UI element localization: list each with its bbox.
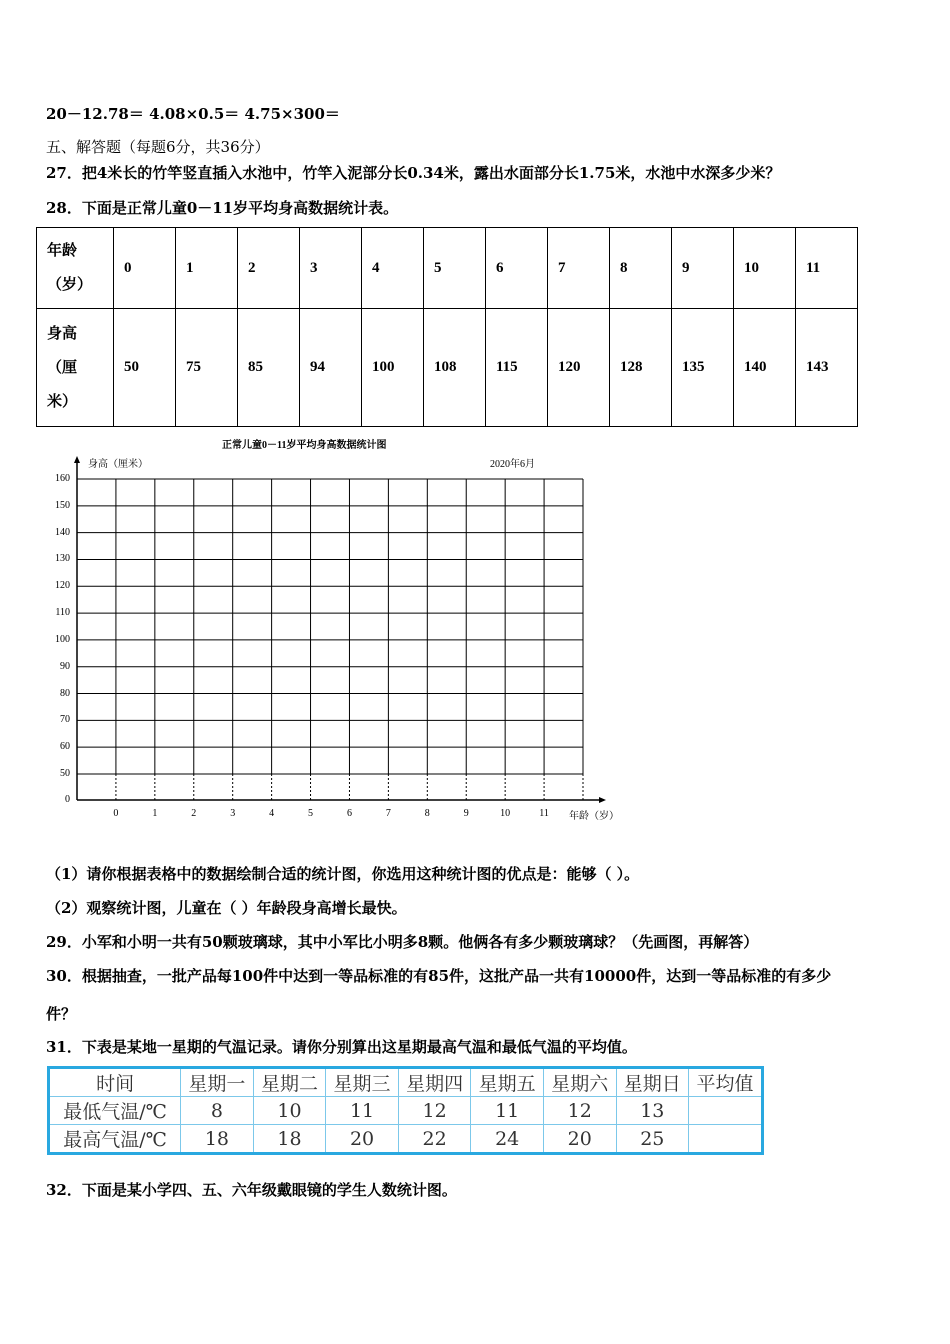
question-30-end: 件？ — [46, 1005, 77, 1023]
table-cell: 8 — [181, 1097, 254, 1125]
row-label: 时间 — [49, 1068, 181, 1097]
x-tick-label: 3 — [230, 808, 236, 819]
table-cell: 20 — [326, 1125, 399, 1154]
table-cell: 星期日 — [616, 1068, 689, 1097]
table-cell: 12 — [398, 1097, 471, 1125]
table-cell: 13 — [616, 1097, 689, 1125]
table-cell: 25 — [616, 1125, 689, 1154]
table-row — [49, 1097, 763, 1125]
age-label: 年龄 — [47, 243, 78, 259]
x-tick-label: 8 — [424, 808, 430, 819]
y-axis-arrow-icon — [74, 456, 80, 463]
age-cell: 6 — [486, 228, 548, 309]
section-heading: 五、解答题（每题6分，共36分） — [46, 138, 270, 156]
table-cell: 星期三 — [326, 1068, 399, 1097]
table-cell: 星期二 — [253, 1068, 326, 1097]
table-cell: 18 — [253, 1125, 326, 1154]
table-cell: 11 — [471, 1097, 544, 1125]
height-cell: 85 — [238, 309, 300, 427]
height-cell: 75 — [176, 309, 238, 427]
x-axis-arrow-icon — [599, 797, 606, 803]
height-cell: 94 — [300, 309, 362, 427]
question-28-2: （2）观察统计图，儿童在（ ）年龄段身高增长最快。 — [46, 899, 407, 917]
y-tick-label: 110 — [55, 607, 70, 619]
table-cell: 10 — [253, 1097, 326, 1125]
chart-ylabel: 身高（厘米） — [88, 459, 148, 470]
y-tick-label: 60 — [60, 741, 70, 753]
table-cell: 12 — [543, 1097, 616, 1125]
table-cell: 平均值 — [689, 1068, 763, 1097]
table-cell — [689, 1097, 763, 1125]
height-cell: 100 — [362, 309, 424, 427]
height-unit: （厘 — [47, 359, 78, 376]
row-label: 最低气温/℃ — [49, 1097, 181, 1125]
height-cell: 120 — [548, 309, 610, 427]
question-30: 30．根据抽查，一批产品每100件中达到一等品标准的有85件，这批产品一共有10000件，达到一等品标准的有多少 — [46, 967, 832, 985]
table-cell: 星期一 — [181, 1068, 254, 1097]
chart-title: 正常儿童0－11岁平均身高数据统计图 — [222, 440, 387, 451]
y-tick-label: 80 — [60, 687, 70, 699]
x-tick-label: 1 — [152, 808, 158, 819]
table-row — [49, 1125, 763, 1154]
y-tick-label: 70 — [60, 714, 70, 726]
table-cell: 11 — [326, 1097, 399, 1125]
table-cell: 星期五 — [471, 1068, 544, 1097]
y-tick-label: 100 — [55, 633, 70, 645]
age-cell: 1 — [176, 228, 238, 309]
age-cell: 4 — [362, 228, 424, 309]
age-cell: 3 — [300, 228, 362, 309]
height-cell: 143 — [796, 309, 858, 427]
age-unit: （岁） — [47, 277, 93, 293]
x-tick-label: 7 — [385, 808, 391, 819]
y-tick-label: 120 — [55, 580, 70, 592]
x-tick-label: 9 — [463, 808, 469, 819]
table-cell: 星期六 — [543, 1068, 616, 1097]
age-cell: 7 — [548, 228, 610, 309]
height-cell: 128 — [610, 309, 672, 427]
table-cell: 18 — [181, 1125, 254, 1154]
height-cell: 135 — [672, 309, 734, 427]
temperature-table — [47, 1066, 764, 1155]
height-cell: 50 — [114, 309, 176, 427]
x-tick-label: 4 — [269, 808, 275, 819]
age-cell: 9 — [672, 228, 734, 309]
table-cell: 24 — [471, 1125, 544, 1154]
question-31: 31．下表是某地一星期的气温记录。请你分别算出这星期最高气温和最低气温的平均值。 — [46, 1038, 637, 1056]
height-label: 身高 — [47, 325, 78, 342]
y-tick-label: 130 — [55, 553, 70, 565]
chart-xlabel: 年龄（岁） — [569, 811, 619, 822]
age-cell: 5 — [424, 228, 486, 309]
age-cell: 2 — [238, 228, 300, 309]
x-tick-label: 6 — [346, 808, 352, 819]
height-cell: 115 — [486, 309, 548, 427]
y-tick-label: 150 — [55, 499, 70, 511]
age-cell: 10 — [734, 228, 796, 309]
height-unit-end: 米） — [47, 393, 78, 410]
table-cell: 20 — [543, 1125, 616, 1154]
question-29: 29．小军和小明一共有50颗玻璃球，其中小军比小明多8颗。他俩各有多少颗玻璃球？（先画图，再解答） — [46, 933, 759, 951]
y-tick-label: 0 — [65, 794, 70, 805]
age-cell: 0 — [114, 228, 176, 309]
table-cell: 星期四 — [398, 1068, 471, 1097]
chart-date: 2020年6月 — [490, 459, 535, 470]
x-tick-label: 11 — [539, 808, 549, 819]
y-tick-label: 90 — [60, 660, 70, 672]
height-cell: 140 — [734, 309, 796, 427]
y-tick-label: 160 — [55, 473, 70, 484]
table-row — [49, 1068, 763, 1097]
age-cell: 11 — [796, 228, 858, 309]
age-cell: 8 — [610, 228, 672, 309]
x-tick-label: 5 — [308, 808, 314, 819]
x-tick-label: 10 — [500, 808, 511, 819]
question-28-1: （1）请你根据表格中的数据绘制合适的统计图，你选用这种统计图的优点是：能够（ ）。 — [46, 865, 640, 883]
table-cell — [689, 1125, 763, 1154]
calc-line: 20－12.78＝ 4.08×0.5＝ 4.75×300＝ — [46, 105, 340, 123]
y-tick-label: 140 — [55, 526, 70, 538]
question-28: 28．下面是正常儿童0－11岁平均身高数据统计表。 — [46, 199, 399, 217]
x-tick-label: 0 — [113, 808, 119, 819]
question-32: 32．下面是某小学四、五、六年级戴眼镜的学生人数统计图。 — [46, 1181, 457, 1199]
height-cell: 108 — [424, 309, 486, 427]
row-label: 最高气温/℃ — [49, 1125, 181, 1154]
y-tick-label: 50 — [60, 768, 70, 779]
table-cell: 22 — [398, 1125, 471, 1154]
question-27: 27．把4米长的竹竿竖直插入水池中，竹竿入泥部分长0.34米，露出水面部分长1.75米，水池中水深多少米？ — [46, 164, 781, 182]
x-tick-label: 2 — [191, 808, 197, 819]
